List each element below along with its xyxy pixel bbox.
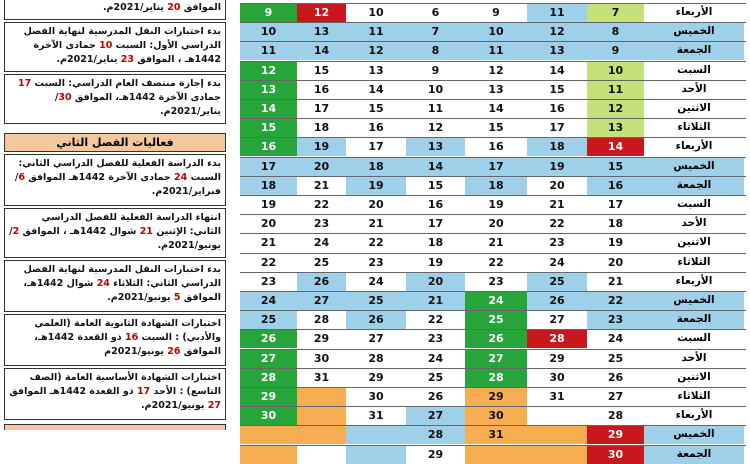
calendar-cell: 13 — [488, 82, 504, 96]
grid-line — [240, 291, 746, 292]
grid-line — [240, 214, 746, 215]
calendar-cell — [465, 445, 527, 464]
calendar-cell: 24 — [607, 332, 624, 346]
calendar-cell: 28 — [313, 313, 330, 327]
calendar-cell: 20 — [368, 198, 384, 211]
bottom-fragment — [4, 424, 226, 430]
calendar-cell: 29 — [313, 332, 330, 346]
calendar-cell: 17 — [549, 121, 565, 135]
calendar-cell: 18 — [527, 137, 587, 156]
weekday-label: الثلاثاء — [677, 121, 711, 134]
calendar-cell: 12 — [297, 3, 346, 22]
calendar-cell: 20 — [260, 217, 277, 231]
weekday-label: الجمعة — [644, 310, 744, 329]
calendar-cell: 31 — [368, 409, 384, 423]
calendar-cell: 16 — [488, 140, 504, 154]
calendar-cell: 27 — [406, 406, 465, 425]
grid-line — [240, 195, 746, 196]
weekday-label: الثلاثاء — [677, 390, 711, 402]
calendar-cell — [240, 425, 297, 444]
calendar-cell: 10 — [587, 61, 644, 80]
calendar-cell: 29 — [587, 425, 644, 444]
event-box-secondary-certificate: اختبارات الشهادة الثانوية العامة (العلمي والأدبي) : السبت 16 ذو القعدة 1442هـ، الموافق 26 يونيو/2021م — [4, 314, 226, 366]
calendar-cell: 15 — [240, 118, 297, 137]
calendar-cell: 30 — [368, 390, 384, 403]
weekday-label: الخميس — [644, 291, 744, 310]
calendar-cell: 16 — [313, 82, 330, 96]
calendar-cell: 22 — [427, 313, 444, 327]
event-box-second-term-exams: بدء اختبارات النقل المدرسية لنهاية الفصل الدراسي الثاني: الثلاثاء 24 شوال 1442هـ، الموافق 5 يونيو/2021م. — [4, 260, 226, 312]
calendar-cell: 15 — [427, 178, 444, 192]
calendar-cell: 20 — [406, 272, 465, 291]
calendar-cell: 22 — [488, 255, 504, 269]
calendar-cell: 28 — [240, 368, 297, 387]
grid-line — [240, 41, 746, 42]
calendar-cell: 9 — [240, 3, 297, 22]
calendar-cell: 26 — [427, 390, 444, 403]
calendar-cell: 22 — [549, 217, 565, 231]
grid-line — [240, 387, 746, 388]
grid-line — [240, 3, 746, 4]
calendar-cell: 11 — [346, 22, 406, 41]
grid-line — [240, 157, 746, 158]
calendar-cell: 27 — [549, 313, 565, 327]
weekday-label: الثلاثاء — [677, 255, 711, 268]
calendar-cell: 14 — [240, 99, 297, 118]
calendar-cell: 25 — [346, 291, 406, 310]
calendar-cell: 13 — [406, 137, 465, 156]
calendar-cell: 16 — [240, 137, 297, 156]
calendar-cell: 8 — [587, 22, 644, 41]
calendar-cell: 23 — [488, 274, 504, 288]
second-term-section-title: فعاليات الفصل الثاني — [4, 133, 226, 152]
calendar-cell: 30 — [587, 445, 644, 464]
calendar-cell: 10 — [240, 22, 297, 41]
calendar-cell — [297, 387, 346, 406]
calendar-cell: 18 — [346, 157, 406, 176]
calendar-cell: 31 — [313, 370, 330, 384]
calendar-cell: 17 — [427, 217, 444, 231]
calendar-cell: 30 — [465, 406, 527, 425]
calendar-cell — [297, 406, 346, 425]
calendar-cell: 19 — [488, 198, 504, 211]
calendar-cell: 19 — [607, 236, 624, 250]
grid-line — [240, 406, 746, 407]
calendar-cell: 29 — [368, 370, 384, 384]
calendar-cell: 26 — [465, 329, 527, 348]
calendar-cell: 22 — [587, 291, 644, 310]
grid-line — [240, 368, 746, 369]
calendar-cell: 28 — [465, 368, 527, 387]
calendar-cell: 12 — [488, 63, 504, 77]
calendar-cell: 19 — [527, 157, 587, 176]
calendar-cell: 18 — [240, 176, 297, 195]
grid-line — [240, 99, 746, 100]
event-top-fragment: الموافق 20 يناير/2021م. — [4, 0, 226, 20]
calendar-cell: 26 — [297, 272, 346, 291]
grid-line — [240, 329, 746, 330]
calendar-cell: 7 — [406, 22, 465, 41]
calendar-cell: 25 — [527, 272, 587, 291]
grid-line — [240, 80, 746, 81]
weekday-label: الأحد — [681, 217, 707, 230]
grid-line — [240, 233, 746, 234]
calendar-cell: 17 — [313, 102, 330, 115]
weekday-label: الأربعاء — [675, 409, 713, 422]
calendar-cell: 13 — [240, 80, 297, 99]
calendar-cell: 14 — [549, 63, 565, 77]
calendar-cell: 22 — [260, 255, 277, 269]
calendar-cell: 28 — [368, 351, 384, 365]
calendar-cell: 19 — [297, 137, 346, 156]
event-box-second-term-start: بدء الدراسة الفعلية للفصل الدراسي الثاني: السبت 24 جمادى الآخرة 1442هـ الموافق 6/ فبراير/2021م. — [4, 154, 226, 206]
calendar-cell: 22 — [313, 198, 330, 211]
calendar-cell: 24 — [240, 291, 297, 310]
calendar-cell: 29 — [240, 387, 297, 406]
calendar-cell: 18 — [313, 121, 330, 135]
calendar-cell: 15 — [368, 102, 384, 115]
calendar-cell: 15 — [488, 121, 504, 135]
calendar-cell: 25 — [465, 310, 527, 329]
calendar-cell: 25 — [240, 310, 297, 329]
weekday-label: الخميس — [644, 22, 744, 41]
calendar-cell: 20 — [297, 157, 346, 176]
weekday-label: الخميس — [644, 157, 744, 176]
calendar-cell: 20 — [488, 217, 504, 231]
grid-line — [240, 118, 746, 119]
calendar-cell: 23 — [260, 274, 277, 288]
calendar-cell: 11 — [587, 80, 644, 99]
calendar-cell: 30 — [313, 351, 330, 365]
calendar-cell: 12 — [587, 99, 644, 118]
calendar-cell: 19 — [260, 198, 277, 211]
calendar-cell: 26 — [240, 329, 297, 348]
calendar-cell: 31 — [549, 390, 565, 403]
weekday-label: السبت — [677, 63, 711, 76]
calendar-cell — [527, 425, 587, 444]
calendar-cell: 18 — [607, 217, 624, 231]
calendar-cell: 10 — [465, 22, 527, 41]
calendar-cell: 8 — [406, 41, 465, 60]
calendar-cell: 12 — [240, 61, 297, 80]
calendar-cell: 19 — [346, 176, 406, 195]
calendar-cell: 12 — [527, 22, 587, 41]
calendar-cell: 25 — [313, 255, 330, 269]
calendar-cell — [527, 406, 587, 425]
grid-line — [240, 22, 746, 23]
event-box-exams-first-term: بدء اختبارات النقل المدرسية لنهاية الفصل الدراسي الأول: السبت 10 جمادى الآخرة 1442هـ ، الموافق 23 يناير/2021م. — [4, 22, 226, 72]
grid-line — [240, 425, 746, 426]
weekday-label: الجمعة — [644, 445, 744, 464]
calendar-cell: 17 — [465, 157, 527, 176]
calendar-cell: 20 — [549, 178, 565, 192]
calendar-cell: 14 — [587, 137, 644, 156]
calendar-cell: 9 — [431, 63, 440, 77]
calendar-cell: 12 — [427, 121, 444, 135]
calendar-cell: 21 — [406, 291, 465, 310]
calendar-cell: 24 — [465, 291, 527, 310]
calendar-cell: 24 — [549, 255, 565, 269]
calendar-cell: 10 — [368, 6, 384, 19]
grid-line — [240, 272, 746, 273]
calendar-cell: 16 — [587, 176, 644, 195]
grid-line — [240, 61, 746, 62]
weekday-label: الأحد — [681, 82, 707, 95]
calendar-cell: 11 — [427, 102, 444, 115]
calendar-cell: 13 — [587, 118, 644, 137]
calendar-cell: 17 — [368, 140, 384, 154]
grid-line — [240, 176, 746, 177]
weekday-label: الاثنين — [677, 102, 711, 114]
calendar-cell: 9 — [587, 41, 644, 60]
calendar-cell: 9 — [492, 6, 500, 19]
weekday-label: الجمعة — [644, 176, 744, 195]
calendar-cell: 15 — [587, 157, 644, 176]
calendar-cell: 29 — [465, 387, 527, 406]
calendar-cell: 6 — [431, 6, 440, 19]
calendar-cell: 26 — [346, 310, 406, 329]
calendar-cell: 16 — [427, 198, 444, 211]
calendar-cell: 24 — [427, 351, 444, 365]
calendar-cell: 20 — [607, 255, 624, 269]
calendar-cell: 28 — [527, 329, 587, 348]
calendar-cell — [297, 425, 346, 444]
calendar-cell: 17 — [240, 157, 297, 176]
calendar-cell: 11 — [240, 41, 297, 60]
calendar-cell: 21 — [607, 274, 624, 288]
event-box-basic-certificate: اختبارات الشهادة الأساسية العامة (الصف التاسع) : الأحد 17 ذو القعدة 1442هـ الموافق 27 يونيو/2021م. — [4, 368, 226, 420]
calendar-cell: 18 — [427, 236, 444, 250]
calendar-cell: 23 — [549, 236, 565, 250]
calendar-cell: 12 — [346, 41, 406, 60]
calendar-cell: 13 — [527, 41, 587, 60]
weekday-label: الأربعاء — [675, 274, 713, 287]
calendar-cell: 23 — [427, 332, 444, 346]
weekday-label: السبت — [677, 332, 711, 345]
calendar-cell — [527, 445, 587, 464]
calendar-cell: 27 — [465, 349, 527, 368]
calendar-cell: 15 — [313, 63, 330, 77]
calendar-cell: 17 — [607, 198, 624, 211]
calendar-cell: 21 — [368, 217, 384, 231]
calendar-cell: 7 — [587, 3, 644, 22]
calendar-cell — [346, 445, 406, 464]
calendar-cell: 31 — [465, 425, 527, 444]
calendar-cell: 16 — [549, 102, 565, 115]
weekday-label: الاثنين — [677, 236, 711, 249]
calendar-cell: 13 — [368, 63, 384, 77]
calendar-cell: 14 — [368, 82, 384, 96]
weekday-label: الاثنين — [677, 370, 711, 383]
calendar-cell: 16 — [368, 121, 384, 135]
calendar-cell: 14 — [406, 157, 465, 176]
calendar-cell: 21 — [260, 236, 277, 250]
grid-line — [240, 349, 746, 350]
calendar-cell: 18 — [465, 176, 527, 195]
grid-line — [240, 310, 746, 311]
calendar-cell: 27 — [607, 390, 624, 403]
calendar-cell: 19 — [427, 255, 444, 269]
calendar-cell: 21 — [488, 236, 504, 250]
calendar-cell: 23 — [313, 217, 330, 231]
calendar-cell: 21 — [313, 178, 330, 192]
calendar-cell: 28 — [607, 409, 624, 423]
calendar-cell: 23 — [587, 310, 644, 329]
calendar-cell: 11 — [465, 41, 527, 60]
calendar-cell: 26 — [607, 370, 624, 384]
weekday-label: الخميس — [644, 425, 744, 444]
calendar-cell: 25 — [427, 370, 444, 384]
weekday-label: الأربعاء — [675, 140, 713, 153]
grid-line — [240, 137, 746, 138]
calendar-cell: 28 — [406, 425, 465, 444]
calendar-cell: 30 — [240, 406, 297, 425]
weekday-label: الأحد — [681, 351, 707, 364]
calendar-cell: 14 — [488, 102, 504, 115]
grid-line — [240, 253, 746, 254]
weekday-label: السبت — [677, 198, 711, 210]
calendar-cell: 10 — [427, 82, 444, 96]
weekday-label: الجمعة — [644, 41, 744, 60]
calendar-cell: 24 — [368, 274, 384, 288]
calendar-cell: 22 — [368, 236, 384, 250]
calendar-cell: 11 — [527, 3, 587, 22]
event-box-midyear-break: بدء إجازة منتصف العام الدراسي: السبت 17 جمادى الآخرة 1442هـ، الموافق 30/ يناير/2021م. — [4, 74, 226, 124]
weekday-label: الأربعاء — [675, 6, 713, 18]
calendar-cell: 27 — [240, 349, 297, 368]
calendar-cell: 14 — [297, 41, 346, 60]
calendar-cell: 24 — [313, 236, 330, 250]
calendar-cell: 27 — [368, 332, 384, 346]
calendar-cell: 21 — [549, 198, 565, 211]
calendar-cell: 26 — [527, 291, 587, 310]
calendar-cell: 30 — [549, 370, 565, 384]
calendar-cell — [346, 425, 406, 444]
calendar-cell: 29 — [549, 351, 565, 365]
calendar-cell: 15 — [549, 82, 565, 96]
calendar-cell: 25 — [607, 351, 624, 365]
grid-line — [240, 445, 746, 446]
calendar-cell: 23 — [368, 255, 384, 269]
calendar-cell — [240, 445, 297, 464]
calendar-cell: 27 — [297, 291, 346, 310]
calendar-cell: 13 — [297, 22, 346, 41]
events-sidebar — [4, 0, 226, 430]
calendar-cell: 29 — [427, 447, 444, 461]
event-box-second-term-end: انتهاء الدراسة الفعلية للفصل الدراسي الثاني: الإثنين 21 شوال 1442هـ ، الموافق 2/ يونيو/2021م. — [4, 208, 226, 258]
